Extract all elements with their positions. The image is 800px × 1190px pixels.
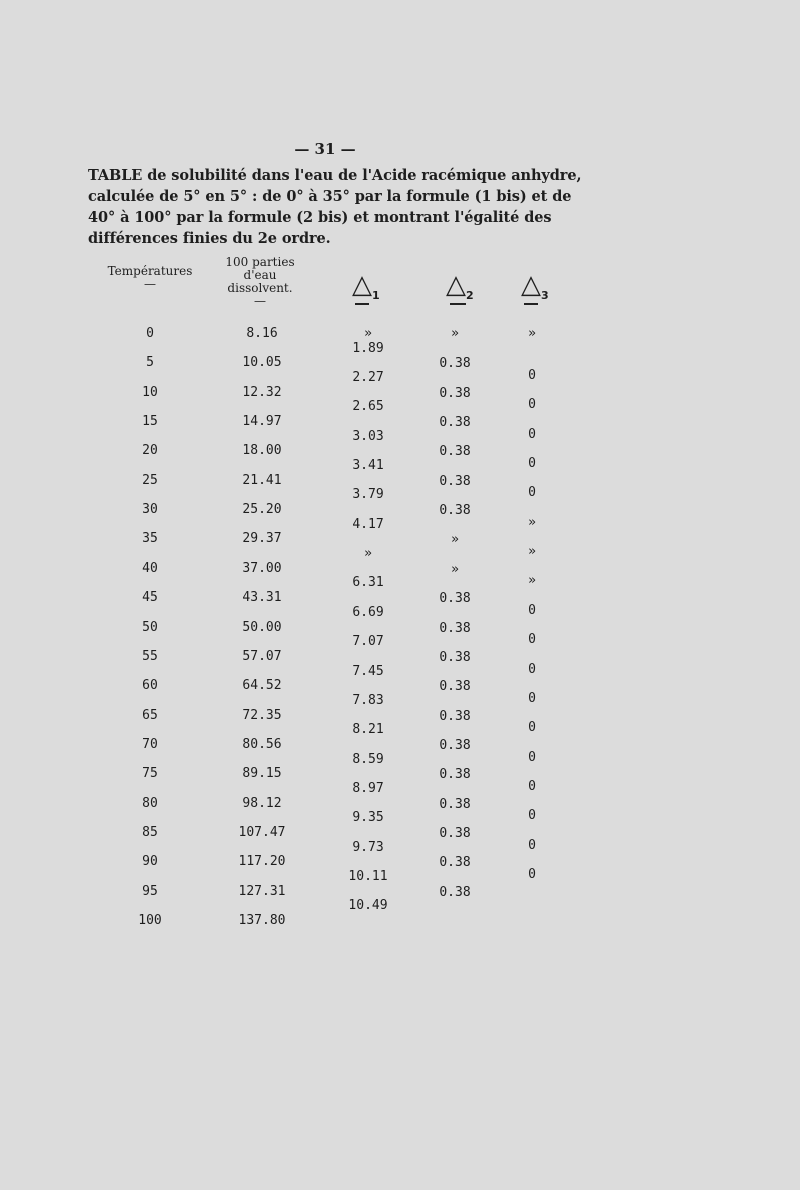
delta2-cell: 0.38 bbox=[439, 825, 471, 841]
delta1-cell: 7.45 bbox=[352, 663, 384, 679]
delta1-cell: » bbox=[364, 546, 372, 562]
solubility-value-cell: 127.31 bbox=[238, 883, 286, 899]
solubility-value-cell: 18.00 bbox=[242, 443, 282, 459]
temperature-cell: 75 bbox=[142, 766, 158, 782]
solubility-value-cell: 107.47 bbox=[238, 824, 286, 840]
delta3-cell: 0 bbox=[528, 456, 536, 472]
delta2-cell: 0.38 bbox=[439, 708, 471, 724]
delta3-cell: 0 bbox=[528, 426, 536, 442]
header-parts-dash: — bbox=[254, 294, 266, 308]
temperature-cell: 95 bbox=[142, 883, 158, 899]
temperature-cell: 20 bbox=[142, 443, 158, 459]
delta2-cell: » bbox=[451, 561, 459, 577]
temperature-cell: 45 bbox=[142, 590, 158, 606]
delta3-cell: 0 bbox=[528, 749, 536, 765]
temperature-cell: 50 bbox=[142, 619, 158, 635]
temperature-cell: 15 bbox=[142, 414, 158, 430]
delta1-underline bbox=[355, 303, 369, 305]
delta-symbol: △ bbox=[446, 270, 466, 300]
temperature-cell: 65 bbox=[142, 707, 158, 723]
temperature-cell: 25 bbox=[142, 472, 158, 488]
solubility-value-cell: 137.80 bbox=[238, 913, 286, 928]
delta3-cell: 0 bbox=[528, 866, 536, 882]
delta1-cell: 9.73 bbox=[352, 839, 384, 855]
header-parts-line3: dissolvent. bbox=[227, 281, 293, 295]
delta3-underline bbox=[524, 303, 538, 305]
delta3-cell: 0 bbox=[528, 808, 536, 824]
temperature-cell: 60 bbox=[142, 678, 158, 694]
delta3-cell: 0 bbox=[528, 368, 536, 384]
delta3-cell: » bbox=[528, 514, 536, 530]
temperature-cell: 90 bbox=[142, 854, 158, 870]
delta1-cell: 7.83 bbox=[352, 692, 384, 708]
delta2-cell: 0.38 bbox=[439, 503, 471, 519]
delta2-cell: 0.38 bbox=[439, 855, 471, 871]
delta1-cell: 8.97 bbox=[352, 780, 384, 796]
solubility-value-cell: 12.32 bbox=[242, 384, 282, 400]
delta1-cell: 8.21 bbox=[352, 722, 384, 738]
temperature-cell: 30 bbox=[142, 502, 158, 518]
delta2-index: 2 bbox=[466, 289, 474, 303]
delta1-cell: 2.65 bbox=[352, 399, 384, 415]
delta3-index: 3 bbox=[541, 289, 549, 303]
delta1-cell: 3.41 bbox=[352, 458, 384, 474]
temperature-cell: 70 bbox=[142, 736, 158, 752]
header-temperatures-dash: — bbox=[144, 277, 156, 291]
temperature-cell: 80 bbox=[142, 795, 158, 811]
delta2-underline bbox=[450, 303, 466, 305]
delta3-cell: 0 bbox=[528, 485, 536, 501]
delta2-cell: » bbox=[451, 532, 459, 548]
solubility-value-cell: 25.20 bbox=[242, 502, 282, 518]
temperature-cell: 100 bbox=[138, 913, 162, 928]
delta3-cell: 0 bbox=[528, 778, 536, 794]
delta3-cell: 0 bbox=[528, 397, 536, 413]
delta1-index: 1 bbox=[372, 289, 380, 303]
solubility-value-cell: 57.07 bbox=[242, 648, 282, 664]
solubility-value-cell: 89.15 bbox=[242, 766, 282, 782]
temperature-cell: 55 bbox=[142, 648, 158, 664]
delta2-cell: 0.38 bbox=[439, 767, 471, 783]
delta1-cell: 3.79 bbox=[352, 487, 384, 503]
temperature-cell: 40 bbox=[142, 560, 158, 576]
delta2-cell: 0.38 bbox=[439, 591, 471, 607]
delta3-cell: » bbox=[528, 544, 536, 560]
delta2-cell: 0.38 bbox=[439, 737, 471, 753]
temperature-cell: 5 bbox=[146, 355, 154, 371]
temperature-cell: 10 bbox=[142, 384, 158, 400]
delta1-cell: 6.31 bbox=[352, 575, 384, 591]
delta1-cell: 7.07 bbox=[352, 634, 384, 650]
solubility-value-cell: 29.37 bbox=[242, 531, 282, 547]
delta1-cell: 2.27 bbox=[352, 370, 384, 386]
delta3-cell: 0 bbox=[528, 632, 536, 648]
table-title: TABLE de solubilité dans l'eau de l'Acide racémique anhydre, calculée de 5° en 5° : de 0° à 35° par la formule (1 bis) et de 40° à 100° par la formule (2 bis) et montrant l'égalité des différences finies du 2e ordre. bbox=[88, 167, 582, 247]
delta1-cell: 10.49 bbox=[348, 898, 388, 914]
delta2-cell: 0.38 bbox=[439, 473, 471, 489]
delta2-cell: 0.38 bbox=[439, 444, 471, 460]
solubility-value-cell: 50.00 bbox=[242, 619, 282, 635]
solubility-value-cell: 80.56 bbox=[242, 736, 282, 752]
delta2-cell: 0.38 bbox=[439, 620, 471, 636]
temperature-cell: 0 bbox=[146, 326, 154, 341]
delta1-cell: » bbox=[364, 326, 372, 341]
solubility-value-cell: 72.35 bbox=[242, 707, 282, 723]
delta1-cell: 9.35 bbox=[352, 810, 384, 826]
delta1-cell: 3.03 bbox=[352, 428, 384, 444]
delta2-cell: 0.38 bbox=[439, 796, 471, 812]
delta2-cell: 0.38 bbox=[439, 356, 471, 372]
page-number: — 31 — bbox=[294, 140, 356, 158]
delta1-cell: 1.89 bbox=[352, 340, 384, 356]
delta3-cell: » bbox=[528, 573, 536, 589]
delta2-cell: 0.38 bbox=[439, 385, 471, 401]
delta3-cell: 0 bbox=[528, 720, 536, 736]
delta3-cell: 0 bbox=[528, 690, 536, 706]
solubility-value-cell: 14.97 bbox=[242, 414, 282, 430]
header-parts-line2: d'eau bbox=[243, 268, 277, 282]
header-parts-line1: 100 parties bbox=[225, 255, 295, 269]
header-temperatures-label: Températures bbox=[107, 264, 193, 278]
solubility-value-cell: 43.31 bbox=[242, 590, 282, 606]
delta2-cell: 0.38 bbox=[439, 649, 471, 665]
delta2-cell: 0.38 bbox=[439, 415, 471, 431]
solubility-value-cell: 98.12 bbox=[242, 795, 282, 811]
delta-symbol: △ bbox=[521, 270, 541, 300]
solubility-value-cell: 21.41 bbox=[242, 472, 282, 488]
temperature-cell: 85 bbox=[142, 824, 158, 840]
delta-symbol: △ bbox=[352, 270, 372, 300]
delta1-cell: 10.11 bbox=[348, 868, 388, 884]
delta3-cell: 0 bbox=[528, 837, 536, 853]
solubility-value-cell: 117.20 bbox=[238, 854, 286, 870]
delta3-cell: 0 bbox=[528, 602, 536, 618]
delta2-cell: » bbox=[451, 326, 459, 341]
solubility-value-cell: 8.16 bbox=[246, 326, 278, 341]
delta2-cell: 0.38 bbox=[439, 884, 471, 900]
solubility-value-cell: 64.52 bbox=[242, 678, 282, 694]
solubility-value-cell: 10.05 bbox=[242, 355, 282, 371]
delta1-cell: 6.69 bbox=[352, 604, 384, 620]
delta1-cell: 4.17 bbox=[352, 516, 384, 532]
header-temperatures bbox=[100, 265, 200, 291]
delta3-cell: 0 bbox=[528, 661, 536, 677]
delta2-cell: 0.38 bbox=[439, 679, 471, 695]
delta3-cell: » bbox=[528, 326, 536, 341]
delta1-cell: 8.59 bbox=[352, 751, 384, 767]
header-parts bbox=[205, 256, 315, 308]
temperature-cell: 35 bbox=[142, 531, 158, 547]
solubility-value-cell: 37.00 bbox=[242, 560, 282, 576]
